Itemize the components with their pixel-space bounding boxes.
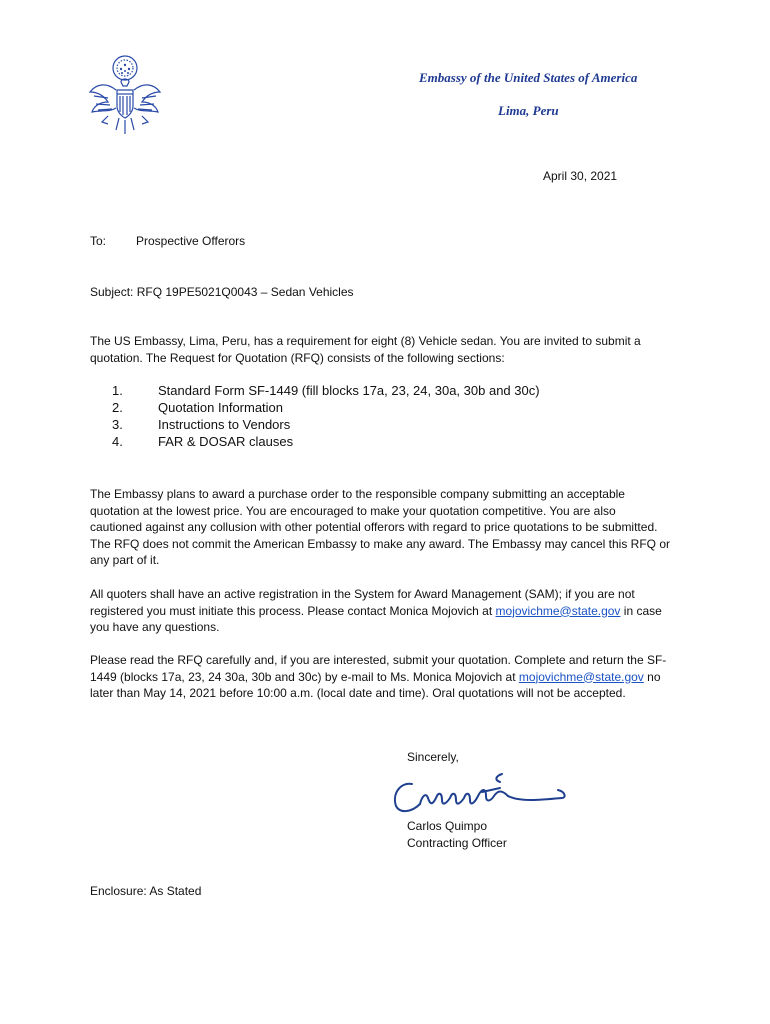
submit-paragraph	[90, 652, 690, 702]
subject-line: Subject: RFQ 19PE5021Q0043 – Sedan Vehicles	[90, 285, 354, 299]
list-item	[112, 382, 540, 399]
signer-name: Carlos Quimpo	[407, 819, 488, 833]
paragraph-line: cautioned against any collusion with other potential offerors with regard to price quotations to be submitted.	[90, 520, 658, 534]
to-label: To:	[90, 234, 107, 248]
paragraph-line: you have any questions.	[90, 620, 220, 634]
list-item-text: Quotation Information	[158, 400, 284, 415]
paragraph-line: quotation at the lowest price. You are encouraged to make your quotation competitive. You are also	[90, 503, 616, 518]
paragraph-line: quotation. The Request for Quotation (RFQ) consists of the following sections:	[90, 350, 505, 365]
paragraph-line: The RFQ does not commit the American Embassy to make any award. The Embassy may cancel this RFQ or	[90, 536, 670, 551]
embassy-seal-logo	[86, 52, 164, 138]
paragraph-text: in case	[620, 603, 662, 618]
list-item	[112, 433, 540, 450]
list-item-number: 1.	[112, 383, 123, 398]
paragraph-line: Please read the RFQ carefully and, if you are interested, submit your quotation. Complete and return the SF-	[90, 653, 667, 667]
paragraph-line: The Embassy plans to award a purchase order to the responsible company submitting an acceptable	[90, 487, 625, 501]
paragraph-text: 1449 (blocks 17a, 23, 24 30a, 30b and 30c) by e-mail to Ms. Monica Mojovich at	[90, 669, 519, 684]
list-item-number: 3.	[112, 417, 123, 432]
paragraph-line	[90, 603, 690, 620]
enclosure-note: Enclosure: As Stated	[90, 884, 202, 898]
paragraph-line: later than May 14, 2021 before 10:00 a.m. (local date and time). Oral quotations will not be accepted.	[90, 686, 626, 700]
paragraph-line: any part of it.	[90, 553, 160, 567]
paragraph-line: All quoters shall have an active registration in the System for Award Management (SAM); if you are not	[90, 587, 635, 601]
signer-title: Contracting Officer	[407, 836, 507, 850]
sections-list	[112, 382, 540, 450]
list-item-number: 4.	[112, 434, 123, 449]
list-item-text: Standard Form SF-1449 (fill blocks 17a, 23, 24, 30a, 30b and 30c)	[158, 383, 540, 398]
paragraph-text: registered you must initiate this process. Please contact Monica Mojovich at	[90, 603, 496, 618]
list-item-number: 2.	[112, 400, 123, 415]
award-paragraph	[90, 486, 690, 569]
email-link[interactable]: mojovichme@state.gov	[518, 669, 644, 684]
signer-block	[407, 818, 507, 852]
list-item-text: Instructions to Vendors	[158, 417, 291, 432]
handwritten-signature	[390, 762, 570, 820]
sam-paragraph	[90, 586, 690, 636]
to-recipient: Prospective Offerors	[136, 234, 246, 248]
list-item	[112, 399, 540, 416]
paragraph-line	[90, 669, 690, 686]
email-link[interactable]: mojovichme@state.gov	[495, 603, 621, 618]
embassy-name-header: Embassy of the United States of America	[419, 70, 638, 85]
embassy-location-header: Lima, Peru	[498, 103, 559, 118]
list-item	[112, 416, 540, 433]
paragraph-text: no	[643, 669, 661, 684]
intro-paragraph	[90, 333, 690, 366]
paragraph-line: The US Embassy, Lima, Peru, has a requirement for eight (8) Vehicle sedan. You are invited to submit a	[90, 334, 641, 348]
closing: Sincerely,	[407, 750, 459, 764]
letter-date: April 30, 2021	[543, 169, 618, 183]
list-item-text: FAR & DOSAR clauses	[158, 434, 294, 449]
